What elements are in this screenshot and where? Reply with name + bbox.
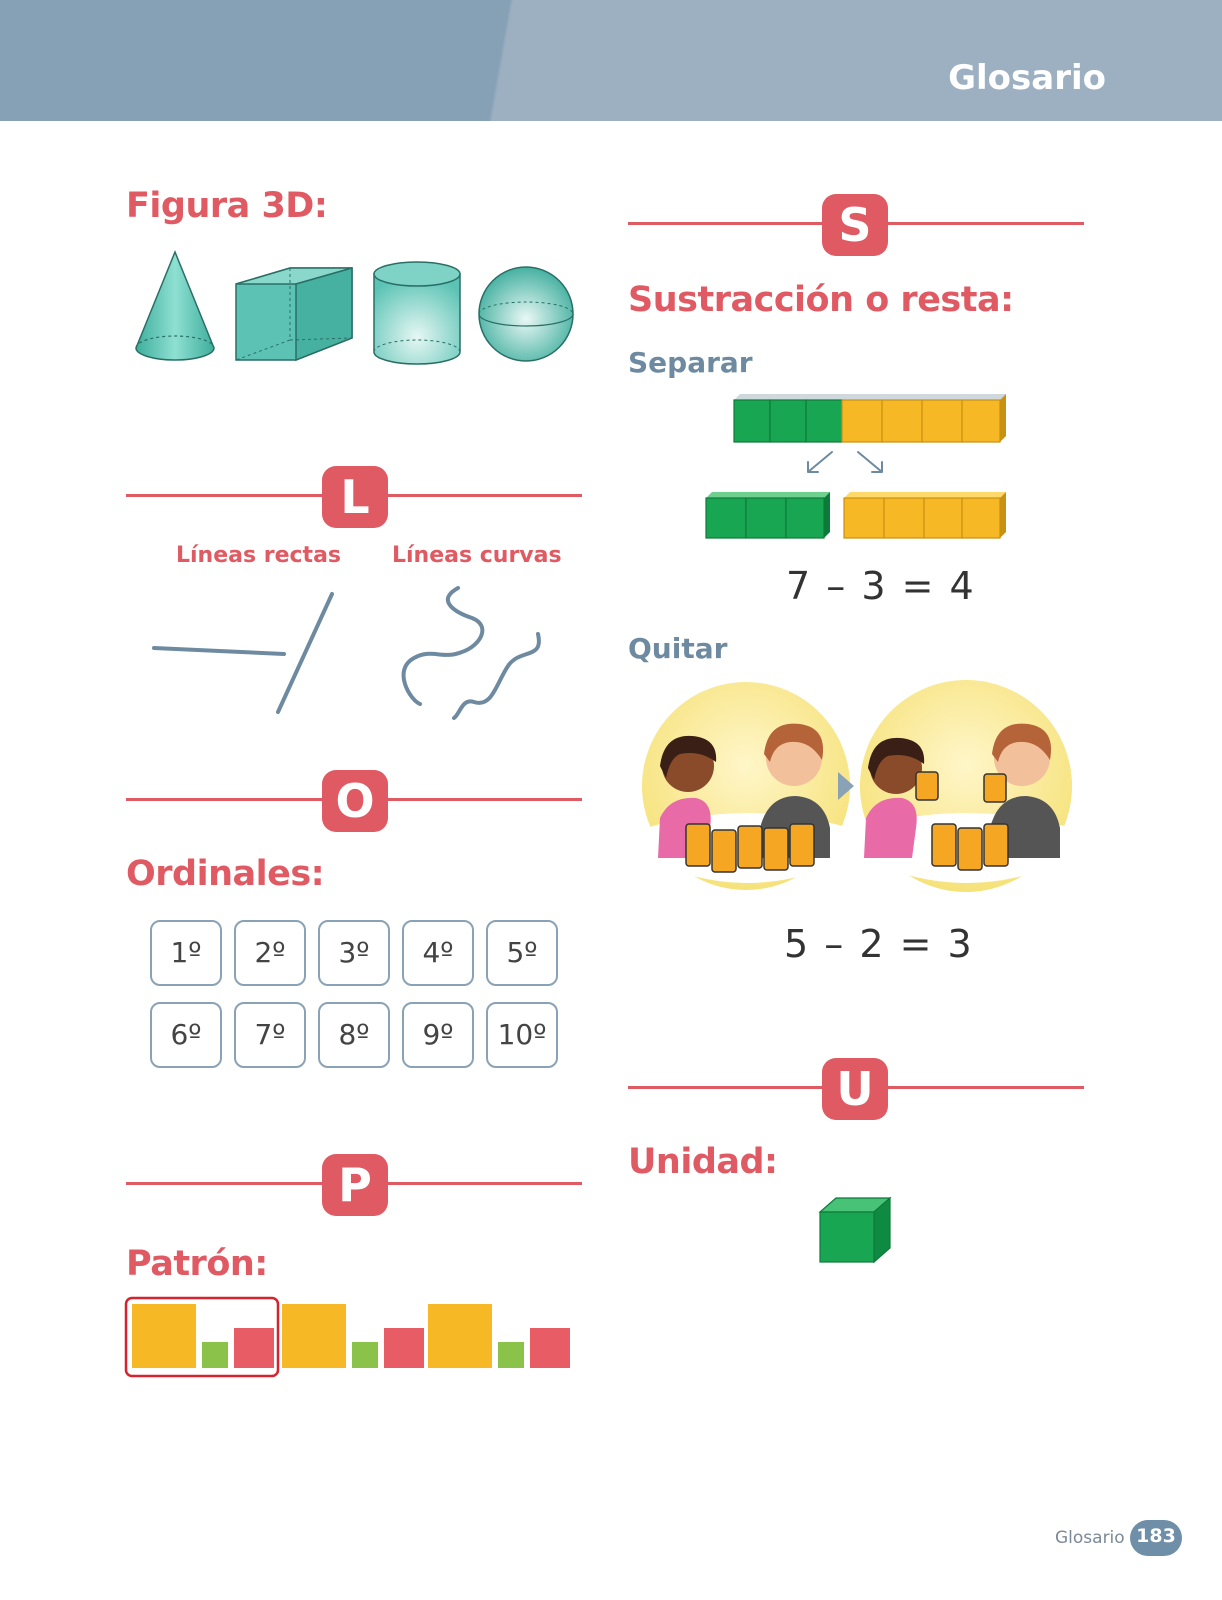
unit-block-yellow	[962, 498, 1000, 538]
divider-l-right	[388, 494, 582, 497]
curved-lines-icon	[396, 582, 546, 722]
patron-title: Patrón:	[126, 1244, 268, 1284]
divider-s-left	[628, 222, 822, 225]
ordinal-box: 10º	[486, 1002, 558, 1068]
ordinal-box: 8º	[318, 1002, 390, 1068]
page-number-badge: 183	[1130, 1520, 1182, 1556]
straight-lines-icon	[150, 588, 340, 718]
divider-o-right	[388, 798, 582, 801]
separar-equation: 7 – 3 = 4	[786, 564, 976, 608]
ordinal-box: 3º	[318, 920, 390, 986]
unit-block-yellow	[842, 400, 882, 442]
letter-badge-p: P	[322, 1154, 388, 1216]
divider-p-left	[126, 1182, 322, 1185]
ordinal-box: 4º	[402, 920, 474, 986]
page-title: Glosario	[948, 58, 1106, 98]
ordinal-box: 2º	[234, 920, 306, 986]
divider-u-right	[888, 1086, 1084, 1089]
pattern-block-red	[234, 1328, 274, 1368]
unit-cube-icon	[818, 1196, 894, 1266]
letter-badge-s: S	[822, 194, 888, 256]
pattern-blocks	[124, 1296, 578, 1380]
unidad-title: Unidad:	[628, 1142, 778, 1182]
unit-block-yellow	[844, 498, 884, 538]
unit-block-green	[734, 400, 770, 442]
cups-before	[686, 824, 814, 872]
unit-block-green	[806, 400, 842, 442]
pattern-block-green	[202, 1342, 228, 1368]
separar-blocks-diagram	[700, 390, 1010, 550]
unit-block-yellow	[962, 400, 1000, 442]
unit-block-green	[746, 498, 786, 538]
divider-o-left	[126, 798, 322, 801]
unit-block-yellow	[884, 498, 924, 538]
cone-icon	[130, 248, 220, 368]
ordinal-box: 1º	[150, 920, 222, 986]
divider-s-right	[888, 222, 1084, 225]
ordinal-box: 9º	[402, 1002, 474, 1068]
divider-l-left	[126, 494, 322, 497]
footer-label: Glosario	[1055, 1528, 1125, 1548]
pattern-block-yellow	[428, 1304, 492, 1368]
sphere-icon	[476, 264, 576, 364]
letter-badge-u: U	[822, 1058, 888, 1120]
divider-p-right	[388, 1182, 582, 1185]
unit-block-yellow	[924, 498, 962, 538]
header-bar	[0, 0, 1222, 121]
pattern-block-green	[498, 1342, 524, 1368]
lineas-rectas-label: Líneas rectas	[176, 543, 342, 568]
unit-block-green	[770, 400, 806, 442]
cups-after	[932, 824, 1008, 870]
divider-u-left	[628, 1086, 822, 1089]
letter-badge-o: O	[322, 770, 388, 832]
ordinal-box: 7º	[234, 1002, 306, 1068]
ordinal-box: 6º	[150, 1002, 222, 1068]
unit-block-green	[706, 498, 746, 538]
quitar-illustration	[640, 678, 1076, 894]
pattern-block-yellow	[132, 1304, 196, 1368]
unit-block-green	[786, 498, 824, 538]
pattern-block-yellow	[282, 1304, 346, 1368]
cube-icon	[232, 264, 356, 364]
quitar-label: Quitar	[628, 632, 728, 665]
figura-3d-title: Figura 3D:	[126, 186, 328, 226]
separar-label: Separar	[628, 346, 753, 379]
sustraccion-title: Sustracción o resta:	[628, 280, 1014, 320]
letter-badge-l: L	[322, 466, 388, 528]
unit-block-yellow	[882, 400, 922, 442]
pattern-block-red	[530, 1328, 570, 1368]
quitar-equation: 5 – 2 = 3	[784, 922, 974, 966]
unit-block-yellow	[922, 400, 962, 442]
pattern-block-red	[384, 1328, 424, 1368]
ordinales-title: Ordinales:	[126, 854, 325, 894]
pattern-block-green	[352, 1342, 378, 1368]
lineas-curvas-label: Líneas curvas	[392, 543, 562, 568]
ordinal-box: 5º	[486, 920, 558, 986]
cylinder-icon	[370, 258, 464, 368]
